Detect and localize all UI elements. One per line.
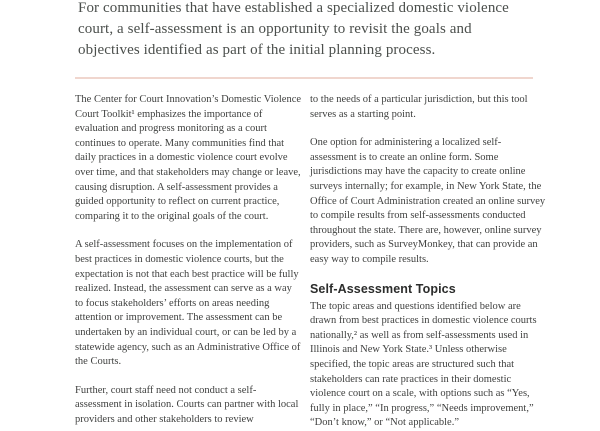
text-columns	[75, 93, 547, 431]
paragraph: Further, court staff need not conduct a self-assessment in isolation. Courts can partner with local providers and other stakeholders to review	[75, 384, 299, 425]
right-column	[310, 93, 547, 431]
paragraph: to the needs of a particular jurisdiction, but this tool serves as a starting point.	[310, 94, 528, 120]
paragraph: The Center for Court Innovation’s Domestic Violence Court Toolkit¹ emphasizes the importance of evaluation and progress monitoring as a court continues to operate. Many communities find that daily practices in a domestic violence court evolve over time, and that stakeholders may change or leave, causing disruption. A self-assessment provides a guided opportunity to reflect on current practice, comparing it to the original goals of the court.	[75, 94, 302, 222]
paragraph: A self-assessment focuses on the implementation of best practices in domestic violence courts, but the expectation is not that each best practice will be fully realized. Instead, the assessment can serve as a way to focus stakeholders’ efforts on areas needing attention or improvement. The assessment can be undertaken by an individual court, or can be led by a statewide agency, such as an Administrative Office of the Courts.	[75, 239, 301, 368]
divider-rule	[75, 77, 533, 79]
intro-heading: For communities that have established a specialized domestic violence court, a self-assessment is an opportunity to revisit the goals and objectives identified as part of the initial planning process.	[78, 0, 509, 58]
paragraph: One option for administering a localized self-assessment is to create an online form. Some jurisdictions may have the capacity to create online surveys internally; for example, in New York State, the Office of Court Administration created an online survey to compile results from self-assessments conducted throughout the state. There are, however, online survey providers, such as SurveyMonkey, that can provide an easy way to compile results.	[310, 137, 546, 265]
section-heading-self-assessment-topics: Self-Assessment Topics	[310, 281, 456, 296]
paragraph: The topic areas and questions identified below are drawn from best practices in domestic violence courts nationally,² as well as from self-assessments used in Illinois and New York State.³ Unless otherwise specified, the topic areas are structured such that stakeholders can rate practices in their domestic violence court on a scale, with options such as “Yes, fully in place,” “In progress,” “Needs improvement,” “Don’t know,” or “Not applicable.”	[310, 300, 537, 429]
left-column	[75, 93, 302, 431]
